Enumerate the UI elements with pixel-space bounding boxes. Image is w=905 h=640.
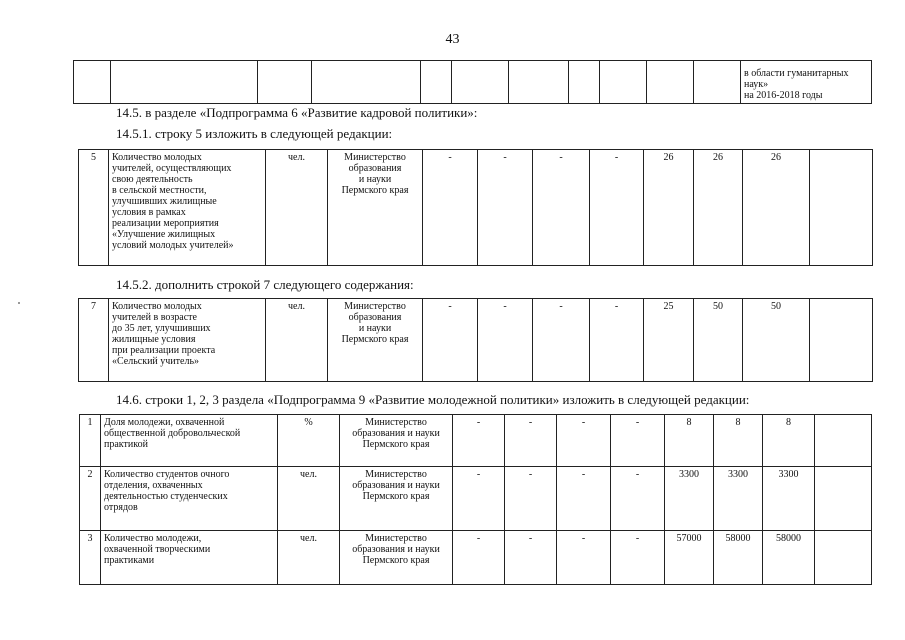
indicator-name: Доля молодежи, охваченной общественной добровольческой практикой xyxy=(101,415,278,467)
responsible-org: Министерство образования и науки Пермского края xyxy=(340,467,453,531)
indicator-name: Количество молодых учителей в возрасте до 35 лет, улучшивших жилищные условия при реализации проекта «Сельский учитель» xyxy=(109,299,266,382)
responsible-org: Министерство образования и науки Пермского края xyxy=(340,415,453,467)
table-row xyxy=(80,415,872,467)
responsible-org: Министерство образования и науки Пермского края xyxy=(340,531,453,585)
value-cell: 50 xyxy=(694,299,743,382)
value-cell: - xyxy=(611,531,665,585)
value-cell: - xyxy=(557,467,611,531)
scan-speck xyxy=(18,302,20,304)
top-table-last-cell: в области гуманитарных наук» на 2016-2018 годы xyxy=(741,61,872,104)
table-row-5 xyxy=(78,149,873,266)
table-row xyxy=(80,531,872,585)
indicator-name: Количество молодежи, охваченной творческими практиками xyxy=(101,531,278,585)
value-cell: - xyxy=(505,467,557,531)
value-cell: 26 xyxy=(644,150,694,266)
value-cell: - xyxy=(453,415,505,467)
value-cell: 25 xyxy=(644,299,694,382)
row-number: 7 xyxy=(79,299,109,382)
value-cell: 50 xyxy=(743,299,810,382)
value-cell: - xyxy=(533,299,590,382)
value-cell: - xyxy=(590,299,644,382)
heading-14-5-1: 14.5.1. строку 5 изложить в следующей редакции: xyxy=(116,126,393,141)
value-cell: - xyxy=(611,467,665,531)
value-cell: 26 xyxy=(694,150,743,266)
row-number: 5 xyxy=(79,150,109,266)
value-cell: 8 xyxy=(714,415,763,467)
value-cell: 3300 xyxy=(714,467,763,531)
top-table xyxy=(73,60,872,104)
value-cell: - xyxy=(423,150,478,266)
unit: % xyxy=(278,415,340,467)
value-cell: 58000 xyxy=(763,531,815,585)
value-cell: 3300 xyxy=(665,467,714,531)
value-cell: 3300 xyxy=(763,467,815,531)
value-cell: - xyxy=(557,531,611,585)
value-cell: - xyxy=(557,415,611,467)
row-number: 3 xyxy=(80,531,101,585)
heading-14-5: 14.5. в разделе «Подпрограмма 6 «Развитие кадровой политики»: xyxy=(116,105,478,120)
value-cell: 26 xyxy=(743,150,810,266)
value-cell: 58000 xyxy=(714,531,763,585)
row-number: 2 xyxy=(80,467,101,531)
value-cell: - xyxy=(505,531,557,585)
page-number: 43 xyxy=(445,32,460,47)
responsible-org: Министерство образования и науки Пермского края xyxy=(328,299,423,382)
value-cell: - xyxy=(505,415,557,467)
value-cell: 8 xyxy=(665,415,714,467)
value-cell: - xyxy=(423,299,478,382)
value-cell: - xyxy=(478,299,533,382)
table-row xyxy=(80,467,872,531)
value-cell: - xyxy=(453,531,505,585)
unit: чел. xyxy=(266,299,328,382)
unit: чел. xyxy=(278,467,340,531)
unit: чел. xyxy=(278,531,340,585)
value-cell: 8 xyxy=(763,415,815,467)
responsible-org: Министерство образования и науки Пермского края xyxy=(328,150,423,266)
value-cell: - xyxy=(453,467,505,531)
value-cell: - xyxy=(611,415,665,467)
table-row-7 xyxy=(78,298,873,382)
value-cell: 57000 xyxy=(665,531,714,585)
indicator-name: Количество студентов очного отделения, охваченных деятельностью студенческих отрядов xyxy=(101,467,278,531)
value-cell: - xyxy=(478,150,533,266)
heading-14-5-2: 14.5.2. дополнить строкой 7 следующего содержания: xyxy=(116,277,414,292)
indicator-name: Количество молодых учителей, осуществляющих свою деятельность в сельской местности, улучшивших жилищные условия в рамках реализации мероприятия «Улучшение жилищных условий молодых учителей» xyxy=(109,150,266,266)
row-number: 1 xyxy=(80,415,101,467)
value-cell: - xyxy=(590,150,644,266)
table-subprogram-9 xyxy=(79,414,872,585)
value-cell: - xyxy=(533,150,590,266)
unit: чел. xyxy=(266,150,328,266)
heading-14-6: 14.6. строки 1, 2, 3 раздела «Подпрограмма 9 «Развитие молодежной политики» изложить в следующей редакции: xyxy=(116,392,750,407)
